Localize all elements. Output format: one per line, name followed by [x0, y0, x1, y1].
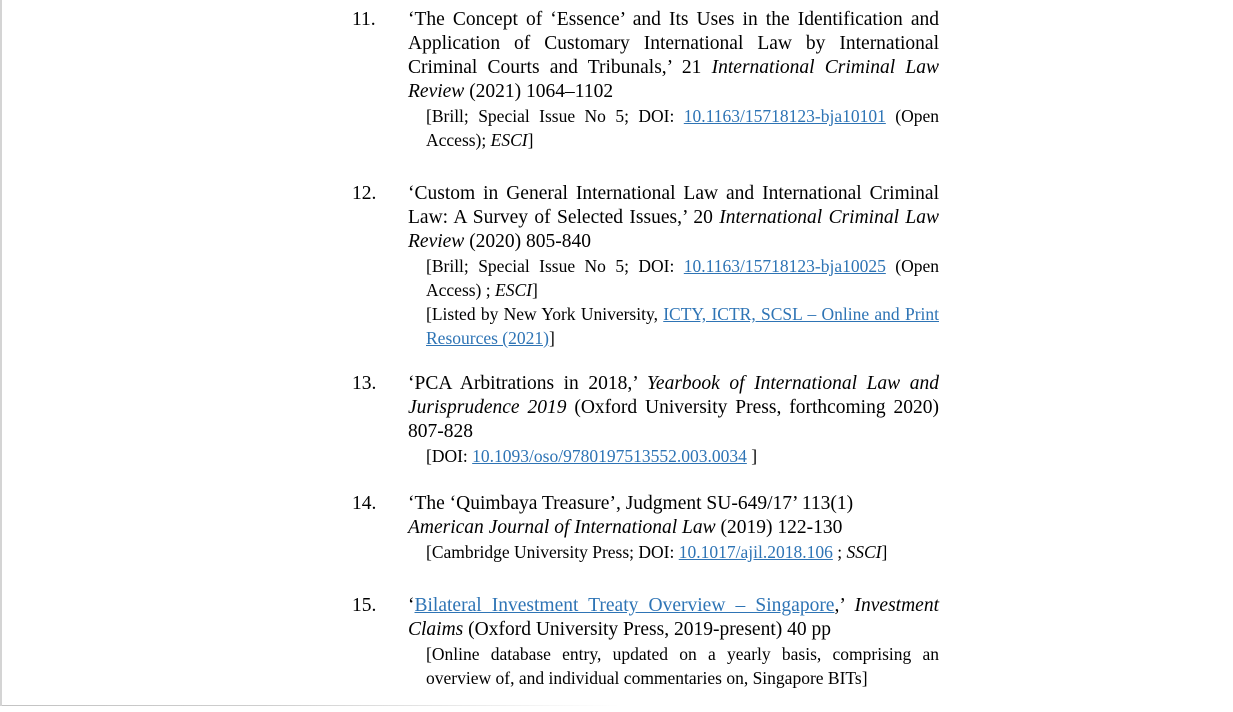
text-segment: ]: [548, 328, 555, 348]
note-line: [426, 302, 939, 350]
citation-text: [408, 182, 939, 254]
citation-text: [408, 372, 939, 444]
item-number: 15.: [352, 595, 377, 616]
citation-link[interactable]: 10.1163/15718123-bja10025: [683, 256, 886, 276]
citation-link[interactable]: ICTY, ICTR, SCSL – Online and Print Resources (2021): [426, 304, 939, 348]
text-segment: ,’: [834, 595, 855, 616]
reference-item: [352, 8, 939, 152]
note-line: [426, 540, 939, 564]
citation-text: [408, 594, 939, 642]
text-segment: ]: [746, 446, 758, 466]
item-number: 12.: [352, 183, 377, 204]
italic-text: SSCI: [846, 542, 882, 562]
item-number: 13.: [352, 373, 377, 394]
text-segment: (Open Access) ;: [426, 256, 940, 300]
text-segment: (Open Access);: [426, 106, 940, 150]
italic-text: ESCI: [490, 130, 528, 150]
text-segment: ‘Custom in General International Law and International Criminal Law: A Survey of Selected Issues,’ 20: [408, 183, 939, 228]
page-left-border: [0, 0, 2, 706]
text-segment: ‘The Concept of ‘Essence’ and Its Uses in the Identification and Application of Customary International Law by International Criminal Courts and Tribunals,’ 21: [408, 9, 939, 78]
text-segment: (2020) 805-840: [464, 231, 592, 252]
text-segment: (Oxford University Press, forthcoming 2020) 807-828: [408, 397, 939, 442]
note-line: [426, 254, 939, 302]
text-segment: ]: [531, 280, 538, 300]
text-segment: ;: [832, 542, 847, 562]
text-segment: ]: [527, 130, 534, 150]
citation-link[interactable]: 10.1093/oso/9780197513552.003.0034: [472, 446, 747, 466]
italic-text: Investment Claims: [408, 595, 939, 640]
citation-notes: [426, 254, 939, 350]
reference-item: [352, 492, 939, 564]
citation-link[interactable]: 10.1163/15718123-bja10101: [683, 106, 886, 126]
citation-link[interactable]: 10.1017/ajil.2018.106: [678, 542, 833, 562]
citation-notes: [426, 104, 939, 152]
page-bottom-border: [2, 705, 652, 706]
text-segment: ‘: [408, 595, 415, 616]
reference-item: [352, 182, 939, 350]
text-segment: (2021) 1064–1102: [464, 81, 614, 102]
note-line: [426, 642, 939, 690]
text-segment: [Brill; Special Issue No 5; DOI:: [426, 106, 684, 126]
text-segment: ]: [881, 542, 888, 562]
citation-notes: [426, 444, 939, 468]
citation-text: [408, 8, 939, 104]
text-segment: (2019) 122-130: [715, 517, 843, 538]
note-line: [426, 444, 939, 468]
text-segment: ‘PCA Arbitrations in 2018,’: [408, 373, 647, 394]
text-segment: [Brill; Special Issue No 5; DOI:: [426, 256, 684, 276]
note-line: [426, 104, 939, 152]
italic-text: International Criminal Law Review: [408, 57, 939, 102]
text-segment: [Listed by New York University,: [426, 304, 664, 324]
reference-item: [352, 372, 939, 468]
italic-text: American Journal of International Law: [408, 517, 716, 538]
reference-item: [352, 594, 939, 690]
italic-text: ESCI: [495, 280, 532, 300]
text-segment: (Oxford University Press, 2019-present) 40 pp: [463, 619, 831, 640]
citation-text: [408, 492, 939, 540]
text-segment: [Online database entry, updated on a yearly basis, comprising an overview of, and individual commentaries on, Singapore BITs]: [426, 644, 939, 688]
item-number: 11.: [352, 9, 376, 30]
citation-notes: [426, 540, 939, 564]
citation-notes: [426, 642, 939, 690]
text-segment: [DOI:: [426, 446, 473, 466]
italic-text: International Criminal Law Review: [408, 207, 939, 252]
item-number: 14.: [352, 493, 377, 514]
text-segment: ‘The ‘Quimbaya Treasure’, Judgment SU-649/17’ 113(1): [408, 493, 854, 514]
citation-link[interactable]: Bilateral Investment Treaty Overview – Singapore: [414, 595, 835, 616]
reference-list: [352, 8, 939, 690]
italic-text: Yearbook of International Law and Jurisprudence 2019: [408, 373, 939, 418]
text-segment: [Cambridge University Press; DOI:: [426, 542, 679, 562]
